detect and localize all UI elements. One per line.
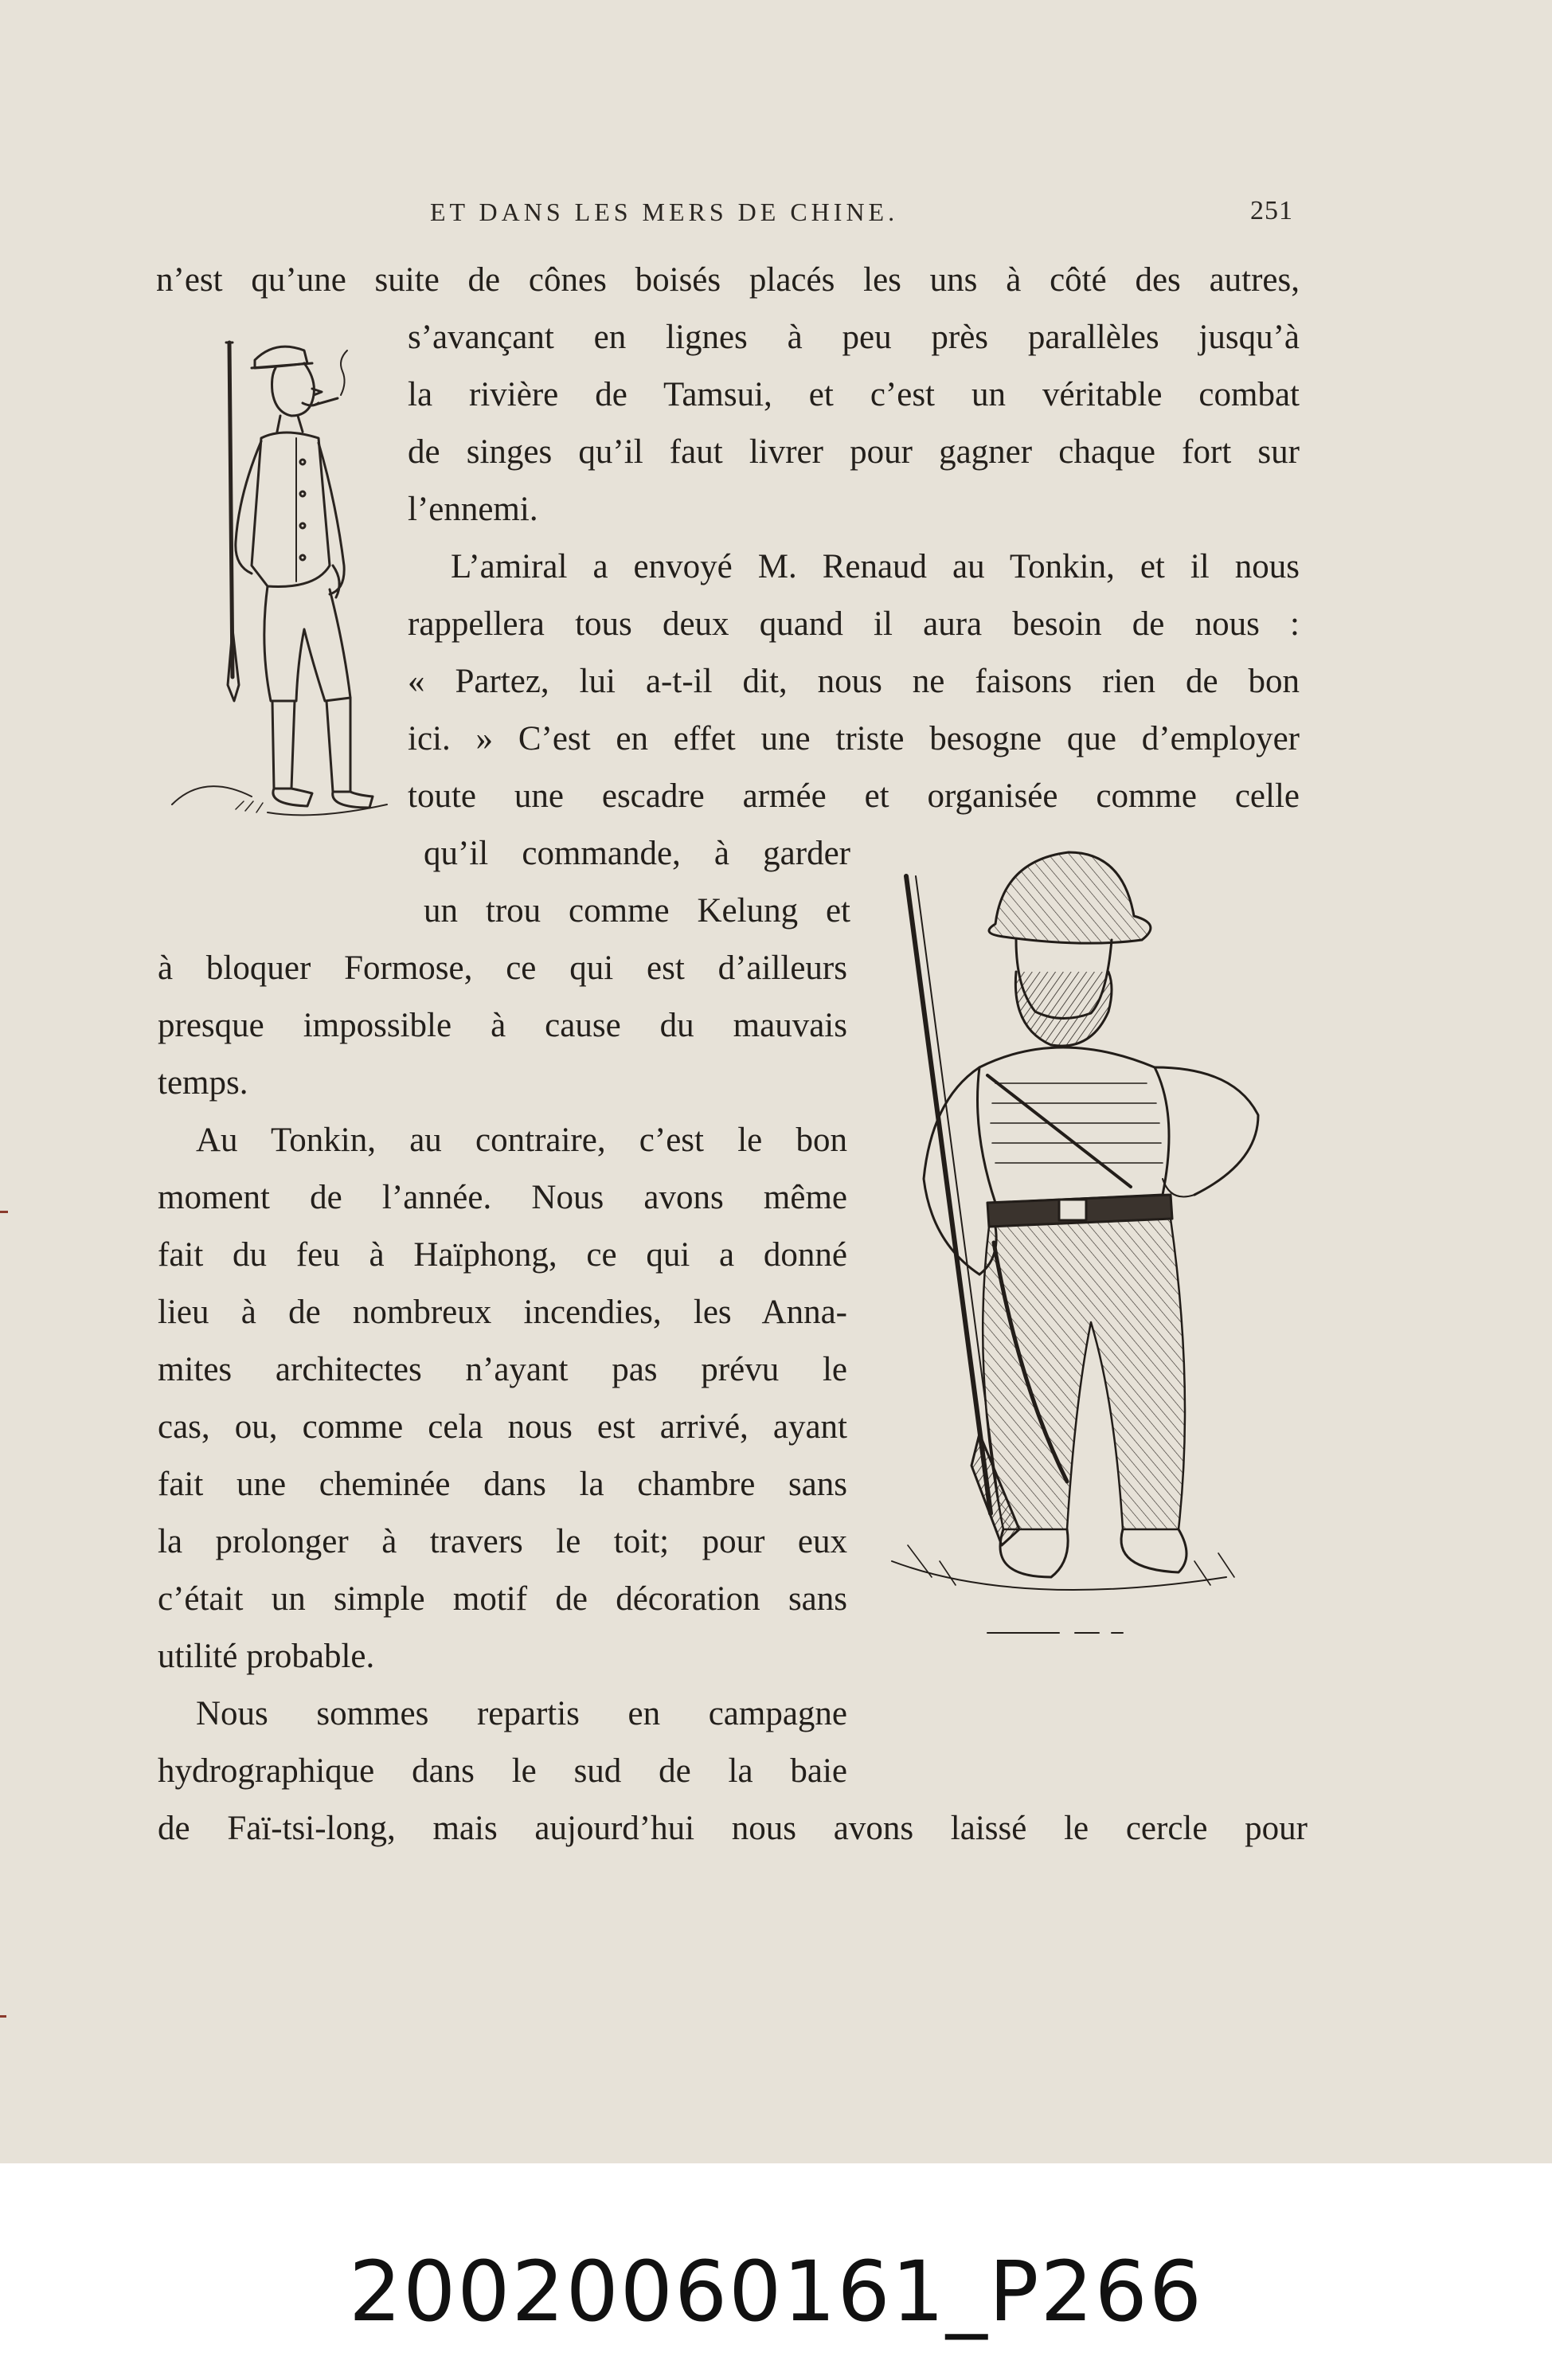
- text-line: n’est qu’une suite de cônes boisés placés les uns à côté des autres,: [156, 261, 1300, 299]
- soldier-smoking-illustration-icon: [156, 327, 411, 932]
- text-line: moment de l’année. Nous avons même: [158, 1179, 847, 1216]
- text-line: la prolonger à travers le toit; pour eux: [158, 1523, 847, 1560]
- text-line: de singes qu’il faut livrer pour gagner chaque fort sur: [408, 433, 1300, 471]
- text-line: de Faï-tsi-long, mais aujourd’hui nous avons laissé le cercle pour: [158, 1810, 1308, 1847]
- text-line: un trou comme Kelung et: [424, 892, 850, 930]
- text-line: Nous sommes repartis en campagne: [196, 1695, 847, 1732]
- text-line: hydrographique dans le sud de la baie: [158, 1752, 847, 1790]
- page-number: 251: [1250, 196, 1293, 225]
- text-line: l’ennemi.: [408, 491, 538, 528]
- text-line: cas, ou, comme cela nous est arrivé, ayant: [158, 1408, 847, 1446]
- text-line: L’amiral a envoyé M. Renaud au Tonkin, et il nous: [451, 548, 1300, 585]
- text-line: s’avançant en lignes à peu près parallèles jusqu’à: [408, 319, 1300, 356]
- text-line: à bloquer Formose, ce qui est d’ailleurs: [158, 949, 847, 987]
- running-title: ET DANS LES MERS DE CHINE.: [430, 198, 899, 226]
- text-line: fait une cheminée dans la chambre sans: [158, 1466, 847, 1503]
- text-line: ici. » C’est en effet une triste besogne que d’employer: [408, 720, 1300, 757]
- text-line: utilité probable.: [158, 1638, 375, 1675]
- text-line: presque impossible à cause du mauvais: [158, 1007, 847, 1044]
- text-line: temps.: [158, 1064, 248, 1102]
- text-line: « Partez, lui a-t-il dit, nous ne faisons rien de bon: [408, 663, 1300, 700]
- bearded-sailor-with-rifle-illustration-icon: [860, 828, 1306, 1784]
- edge-mark: [0, 2015, 6, 2018]
- text-line: c’était un simple motif de décoration sans: [158, 1580, 847, 1618]
- text-line: fait du feu à Haïphong, ce qui a donné: [158, 1236, 847, 1274]
- text-line: rappellera tous deux quand il aura besoin de nous :: [408, 605, 1300, 643]
- text-line: la rivière de Tamsui, et c’est un véritable combat: [408, 376, 1300, 413]
- archive-id: 20020060161_P266: [348, 2243, 1204, 2340]
- running-header: [430, 198, 1306, 236]
- text-line: toute une escadre armée et organisée comme celle: [408, 777, 1300, 815]
- text-line: qu’il commande, à garder: [424, 835, 850, 872]
- text-line: mites architectes n’ayant pas prévu le: [158, 1351, 847, 1388]
- text-line: lieu à de nombreux incendies, les Anna-: [158, 1294, 847, 1331]
- edge-mark: [0, 1211, 8, 1213]
- text-line: Au Tonkin, au contraire, c’est le bon: [196, 1121, 847, 1159]
